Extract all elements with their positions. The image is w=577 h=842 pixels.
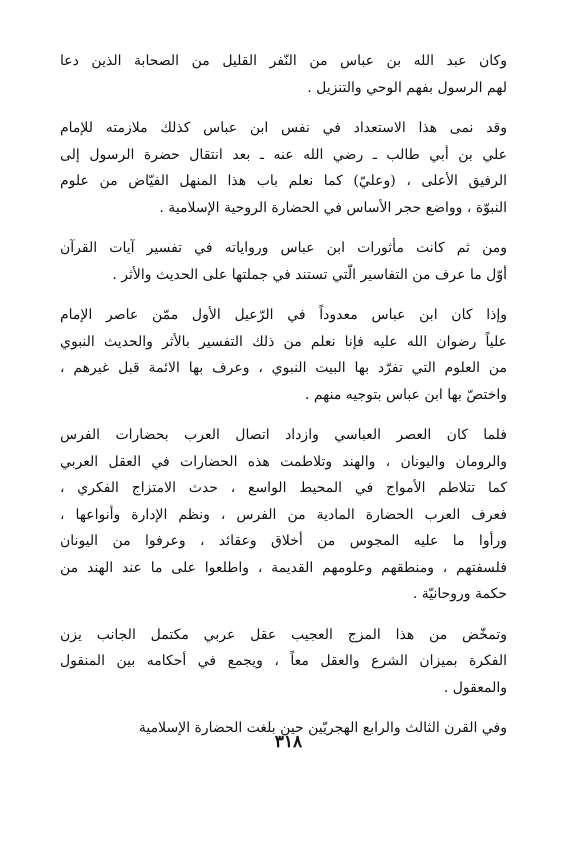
text-line: وإذا كان ابن عباس معدوداً في الرّعيل الأول ممّن عاصر الإمام	[60, 307, 507, 323]
text-line: ومن ثم كانت مأثورات ابن عباس ورواياته في تفسير آيات القرآن	[60, 240, 507, 256]
text-line: من العلوم التي تفرّد بها البيت النبوي ، وعرف بها الائمة قبل غيرهم ،	[60, 360, 507, 376]
text-line: وقد نمى هذا الاستعداد في نفس ابن عباس كذلك ملازمته للإمام	[60, 120, 507, 136]
text-line: والرومان واليونان ، والهند وتلاطمت هذه الحضارات في العقل العربي	[60, 453, 507, 470]
page-number: ٣١٨	[274, 732, 303, 752]
paragraph	[60, 235, 507, 288]
text-line: النبوّة ، وواضع حجر الأساس في الحضارة الروحية الإسلامية .	[159, 199, 507, 216]
text-line: وفي القرن الثالث والرابع الهجريّين حين بلغت الحضارة الإسلامية	[138, 720, 507, 736]
text-line: علي بن أبي طالب ـ رضي الله عنه ـ بعد انتقال حضرة الرسول إلى	[60, 146, 507, 163]
text-line: والمعقول .	[443, 679, 507, 696]
paragraph	[60, 302, 507, 408]
text-line: وتمخّض من هذا المزج العجيب عقل عربي مكتمل الجانب يزن	[60, 626, 507, 643]
text-line: فعرف العرب الحضارة المادية من الفرس ، ونظم الإدارة وأنواعها ،	[60, 506, 507, 523]
paragraph	[60, 115, 507, 221]
text-line: لهم الرسول بفهم الوحي والتنزيل .	[307, 79, 507, 96]
text-line: حكمة وروحانيّة .	[412, 586, 507, 602]
text-line: فلما كان العصر العباسي وازداد اتصال العرب بحضارات الفرس	[60, 427, 507, 443]
text-line: وكان عبد الله بن عباس من النّفر القليل من الصحابة الذين دعا	[60, 53, 507, 69]
paragraph	[60, 48, 507, 101]
text-line: ورأوا ما عليه المجوس من أخلاق وعقائد ، وعرفوا من اليونان	[60, 533, 507, 549]
text-line: الفكرة بميزان الشرع والعقل معاً ، ويجمع في أحكامه بين المنقول	[60, 653, 507, 669]
text-line: فلسفتهم ، ومنطقهم وعلومهم القديمة ، واطلعوا على ما عند الهند من	[60, 559, 507, 576]
text-line: واختصّ بها ابن عباس بتوجيه منهم .	[304, 386, 507, 403]
text-line: الرفيق الأعلى ، (وعليّ) كما نعلم باب هذا المنهل الفيّاض من علوم	[60, 173, 507, 189]
paragraph	[60, 622, 507, 702]
text-line: علياً رضوان الله عليه فإنا نعلم من ذلك التفسير بالأثر والحديث النبوي	[60, 333, 507, 350]
text-line: كما تتلاطم الأمواج في المحيط الواسع ، حدث الامتزاج الفكري ،	[60, 480, 507, 496]
body-text	[60, 48, 507, 742]
text-line: أوّل ما عرف من التفاسير الّتي تستند في جملتها على الحديث والأثر .	[112, 266, 507, 283]
paragraph	[60, 422, 507, 608]
